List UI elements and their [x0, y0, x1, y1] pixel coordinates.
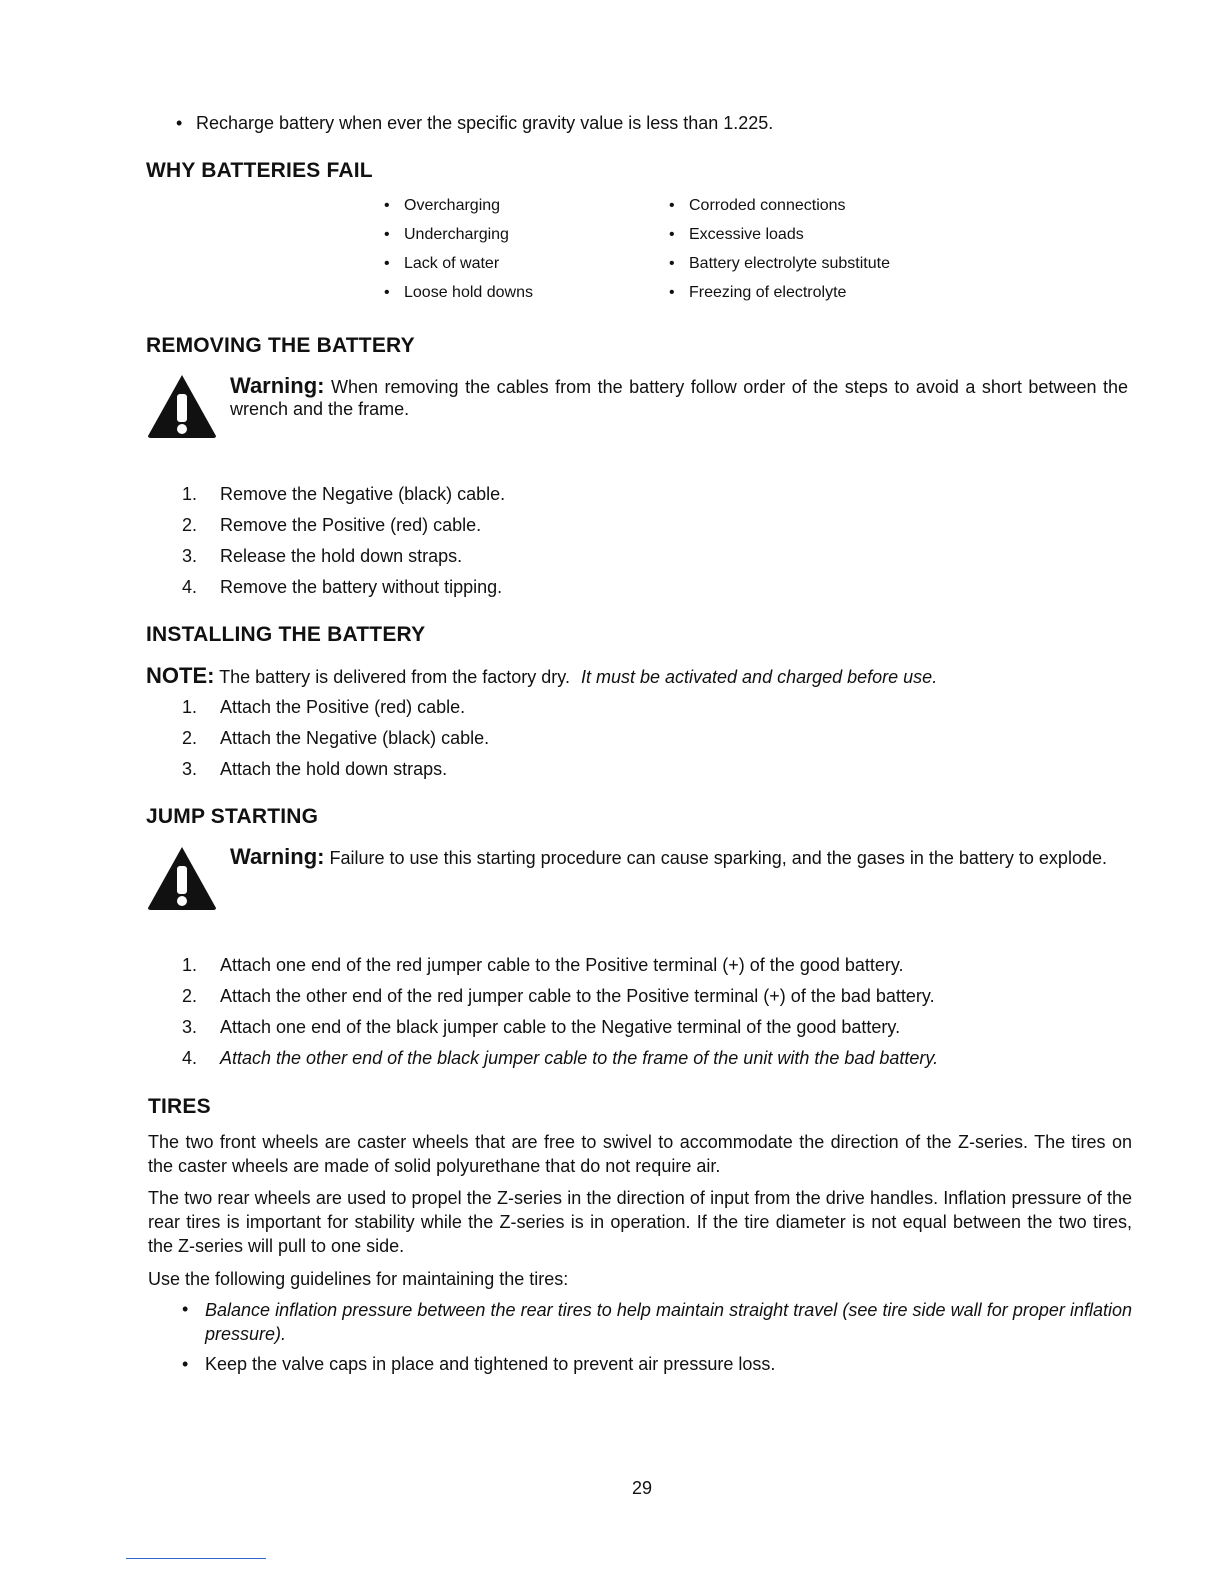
- step-item: [182, 696, 465, 718]
- bullet-dot: •: [176, 113, 183, 133]
- step-item: [182, 727, 489, 749]
- step-text: Attach the Negative (black) cable.: [220, 728, 490, 748]
- step-item: [182, 1016, 900, 1038]
- list-item-text: Freezing of electrolyte: [689, 284, 847, 301]
- step-text: Attach the other end of the black jumper cable to the frame of the unit with the bad battery.: [220, 1048, 939, 1068]
- heading-removing-the-battery: REMOVING THE BATTERY: [146, 334, 415, 357]
- warning-triangle-icon: [146, 844, 218, 910]
- heading-jump-starting: JUMP STARTING: [146, 805, 319, 828]
- step-number: 3.: [182, 546, 198, 566]
- list-item-text: Corroded connections: [689, 197, 846, 214]
- warning-triangle-icon: [146, 372, 218, 438]
- warning-text: When removing the cables from the battery follow order of the steps to avoid a short between the wrench and the frame.: [230, 377, 1128, 419]
- step-text: Attach the other end of the red jumper cable to the Positive terminal (+) of the bad battery.: [220, 986, 935, 1006]
- warning-removing: [230, 375, 1128, 420]
- warning-jump-starting: [230, 846, 1132, 869]
- step-number: 2.: [182, 728, 198, 748]
- top-bullet: [176, 112, 773, 134]
- list-item: • Corroded connections: [669, 197, 846, 214]
- warning-text: Failure to use this starting procedure can cause sparking, and the gases in the battery to explode.: [329, 848, 1107, 868]
- step-item: [182, 514, 481, 536]
- list-item: [182, 1298, 1132, 1346]
- step-item: [182, 483, 505, 505]
- step-item: [182, 985, 935, 1007]
- list-item: • Keep the valve caps in place and tightened to prevent air pressure loss.: [182, 1354, 776, 1374]
- step-number: 4.: [182, 1048, 198, 1068]
- tires-paragraph-1: The two front wheels are caster wheels that are free to swivel to accommodate the direction of the Z-series. The tires on the caster wheels are made of solid polyurethane that do not require air.: [148, 1132, 1132, 1176]
- list-item-text: Lack of water: [404, 255, 500, 272]
- list-item-text: Excessive loads: [689, 226, 804, 243]
- list-item-text: Overcharging: [404, 197, 501, 214]
- note-text: The battery is delivered from the factory dry.: [219, 667, 570, 687]
- top-bullet-text: Recharge battery when ever the specific gravity value is less than 1.225.: [196, 113, 774, 133]
- warning-label: Warning:: [230, 373, 325, 398]
- step-number: 3.: [182, 759, 198, 779]
- list-item-text: Loose hold downs: [404, 284, 533, 301]
- step-text: Attach the Positive (red) cable.: [220, 697, 466, 717]
- list-item: • Overcharging: [384, 197, 501, 214]
- tires-paragraph-3: Use the following guidelines for maintaining the tires:: [148, 1269, 569, 1289]
- note-label: NOTE:: [146, 663, 215, 688]
- step-number: 1.: [182, 955, 198, 975]
- step-text: Attach one end of the black jumper cable to the Negative terminal of the good battery.: [220, 1017, 901, 1037]
- step-item: [182, 545, 462, 567]
- warning-label: Warning:: [230, 844, 325, 869]
- step-item: [182, 954, 904, 976]
- list-item-text: Keep the valve caps in place and tightened to prevent air pressure loss.: [205, 1354, 776, 1374]
- footer-rule: [126, 1558, 266, 1559]
- step-number: 1.: [182, 697, 198, 717]
- step-text: Remove the battery without tipping.: [220, 577, 503, 597]
- step-item: [182, 758, 447, 780]
- list-item-text: Undercharging: [404, 226, 509, 243]
- list-item: • Freezing of electrolyte: [669, 284, 847, 301]
- heading-installing-the-battery: INSTALLING THE BATTERY: [146, 623, 426, 646]
- step-number: 2.: [182, 986, 198, 1006]
- step-item: [182, 1047, 938, 1069]
- tires-paragraph-2: The two rear wheels are used to propel the Z-series in the direction of input from the drive handles. Inflation pressure of the rear tires is important for stability while the Z-series is in operation. If the tire diameter is not equal between the two tires, the Z-series will pull to one side.: [148, 1188, 1132, 1256]
- step-number: 1.: [182, 484, 198, 504]
- page-number: 29: [632, 1478, 653, 1498]
- note-italic-text: It must be activated and charged before use.: [580, 667, 938, 687]
- list-item-text: Battery electrolyte substitute: [689, 255, 890, 272]
- step-text: Remove the Negative (black) cable.: [220, 484, 506, 504]
- list-item-text: Balance inflation pressure between the rear tires to help maintain straight travel (see tire side wall for proper inflation pressure).: [205, 1300, 1132, 1344]
- step-number: 3.: [182, 1017, 198, 1037]
- step-number: 2.: [182, 515, 198, 535]
- heading-why-batteries-fail: WHY BATTERIES FAIL: [146, 159, 373, 182]
- step-text: Release the hold down straps.: [220, 546, 463, 566]
- step-number: 4.: [182, 577, 198, 597]
- list-item: • Excessive loads: [669, 226, 804, 243]
- list-item: • Loose hold downs: [384, 284, 533, 301]
- list-item: • Undercharging: [384, 226, 509, 243]
- heading-tires: TIRES: [148, 1095, 211, 1118]
- step-text: Attach the hold down straps.: [220, 759, 448, 779]
- step-text: Remove the Positive (red) cable.: [220, 515, 482, 535]
- step-item: [182, 576, 502, 598]
- list-item: • Lack of water: [384, 255, 500, 272]
- note: [146, 665, 937, 688]
- bullet-dot: •: [182, 1299, 189, 1319]
- step-text: Attach one end of the red jumper cable to the Positive terminal (+) of the good battery.: [220, 955, 904, 975]
- list-item: • Battery electrolyte substitute: [669, 255, 890, 272]
